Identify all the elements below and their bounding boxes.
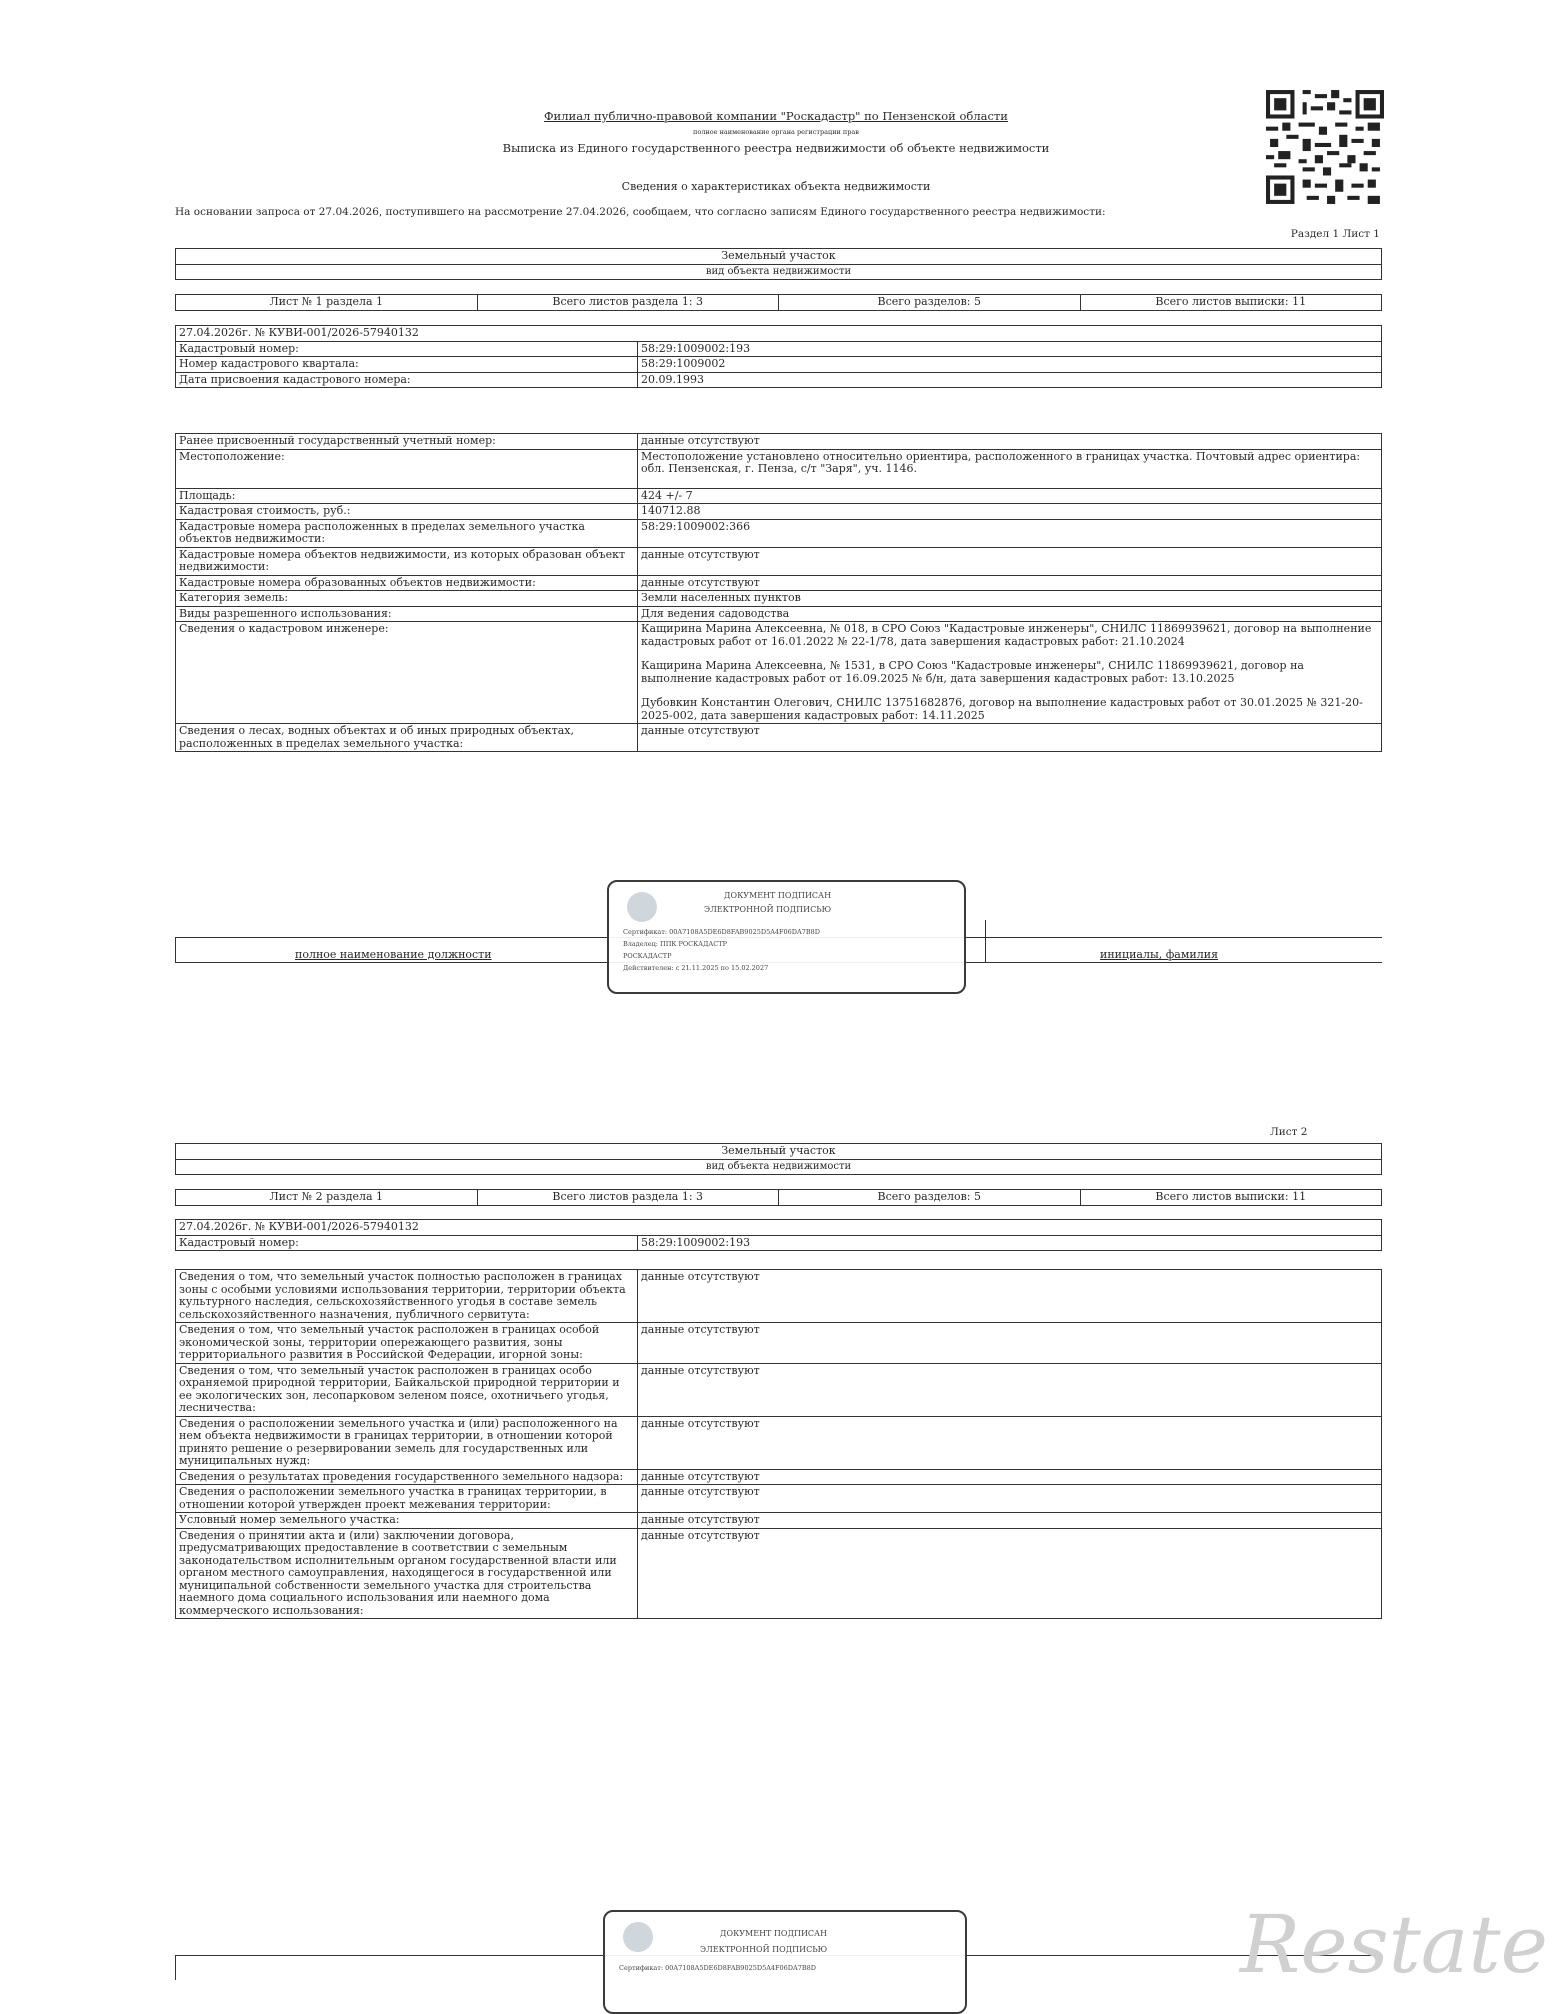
engineer-info <box>638 622 1382 724</box>
object-type-caption: вид объекта недвижимости <box>176 1159 1382 1175</box>
stamp-owner: Владелец: ППК РОСКАДАСТР <box>623 940 727 948</box>
stamp-certificate: Сертификат: 00A7108A5DE6D8FAB9025D5A4F06DA7B8D <box>619 1964 816 1972</box>
table-row <box>176 449 1382 488</box>
roskadastr-logo-icon <box>623 1922 653 1952</box>
restrictions-table <box>175 1269 1382 1619</box>
ident-value: 58:29:1009002:193 <box>638 341 1382 357</box>
row-value: данные отсутствуют <box>638 1513 1382 1529</box>
object-type: Земельный участок <box>176 1144 1382 1160</box>
row-value: данные отсутствуют <box>638 547 1382 575</box>
table-row <box>176 622 1382 724</box>
object-type-table <box>175 248 1382 280</box>
sheet-info-table-2 <box>175 1189 1382 1206</box>
object-type-table-2 <box>175 1143 1382 1175</box>
sheet-number: Лист № 2 раздела 1 <box>176 1190 478 1206</box>
table-row <box>176 1485 1382 1513</box>
e-signature-stamp-2 <box>603 1910 967 2014</box>
table-row <box>176 519 1382 547</box>
object-type: Земельный участок <box>176 249 1382 265</box>
table-row <box>176 591 1382 607</box>
characteristics-table <box>175 433 1382 752</box>
ident-label: Кадастровый номер: <box>176 1235 638 1251</box>
section-title: Сведения о характеристиках объекта недвижимости <box>621 180 931 193</box>
sheets-total: Всего листов выписки: 11 <box>1080 295 1382 311</box>
row-label: Кадастровые номера образованных объектов недвижимости: <box>176 575 638 591</box>
row-label: Местоположение: <box>176 449 638 488</box>
row-value: 58:29:1009002:366 <box>638 519 1382 547</box>
row-label: Сведения о том, что земельный участок расположен в границах особой экономической зоны, территории опережающего развития, зоны территориального развития в Российской Федерации, игорной зоны: <box>176 1323 638 1364</box>
ident-value: 20.09.1993 <box>638 372 1382 388</box>
engineer-entry: Кащирина Марина Алексеевна, № 018, в СРО Союз "Кадастровые инженеры", СНИЛС 11869939621, договор на выполнение кадастровых работ от 16.01.2022 № 22-1/78, дата завершения кадастровых работ: 21.10.2024 <box>641 622 1372 648</box>
row-label: Сведения о принятии акта и (или) заключении договора, предусматривающих предоставление в соответствии с земельным законодательством исполнительным органом государственной власти или органом местного самоуправления, находящегося в государственной или муниципальной собственности земельного участка для строительства наемного дома социального использования или наемного дома коммерческого использования: <box>176 1528 638 1619</box>
row-value: данные отсутствуют <box>638 1469 1382 1485</box>
signature-divider <box>985 920 986 962</box>
row-value: 424 +/- 7 <box>638 488 1382 504</box>
table-row <box>176 434 1382 450</box>
row-value: Для ведения садоводства <box>638 606 1382 622</box>
table-row <box>176 1270 1382 1323</box>
object-type-caption: вид объекта недвижимости <box>176 264 1382 280</box>
ident-label: Кадастровый номер: <box>176 341 638 357</box>
row-label: Сведения о том, что земельный участок полностью расположен в границах зоны с особыми условиями использования территории, территории объекта культурного наследия, сельскохозяйственного угодья в составе земель сельскохозяйственного назначения, публичного сервитута: <box>176 1270 638 1323</box>
row-label: Сведения о расположении земельного участка и (или) расположенного на нем объекта недвижимости в границах территории, в отношении которой принято решение о резервировании земель для государственных или муниципальных нужд: <box>176 1416 638 1469</box>
stamp-validity: Действителен: с 21.11.2025 по 15.02.2027 <box>623 964 769 972</box>
row-value: 140712.88 <box>638 504 1382 520</box>
row-value: Местоположение установлено относительно ориентира, расположенного в границах участка. Почтовый адрес ориентира: обл. Пензенская, г. Пенза, с/т "Заря", уч. 1146. <box>638 449 1382 488</box>
org-name-caption: полное наименование органа регистрации прав <box>693 128 859 136</box>
table-row <box>176 1323 1382 1364</box>
ident-value: 58:29:1009002:193 <box>638 1235 1382 1251</box>
signature-divider <box>175 937 176 962</box>
row-label: Условный номер земельного участка: <box>176 1513 638 1529</box>
row-label: Сведения о результатах проведения государственного земельного надзора: <box>176 1469 638 1485</box>
statement-number: 27.04.2026г. № КУВИ-001/2026-57940132 <box>176 326 1382 342</box>
row-label: Кадастровые номера объектов недвижимости, из которых образован объект недвижимости: <box>176 547 638 575</box>
table-row <box>176 1528 1382 1619</box>
sheet-number: Лист № 1 раздела 1 <box>176 295 478 311</box>
row-value: данные отсутствуют <box>638 1485 1382 1513</box>
row-label: Кадастровые номера расположенных в пределах земельного участка объектов недвижимости: <box>176 519 638 547</box>
row-value: данные отсутствуют <box>638 1363 1382 1416</box>
request-basis: На основании запроса от 27.04.2026, поступившего на рассмотрение 27.04.2026, сообщаем, что согласно записям Единого государственного реестра недвижимости: <box>175 206 1106 218</box>
restate-watermark: Restate <box>1240 1898 1548 1991</box>
e-signature-stamp <box>607 880 966 994</box>
stamp-title: ДОКУМЕНТ ПОДПИСАН <box>720 1929 828 1938</box>
table-row <box>176 575 1382 591</box>
table-row <box>176 1513 1382 1529</box>
row-value: данные отсутствуют <box>638 724 1382 752</box>
table-row <box>176 547 1382 575</box>
engineer-entry: Дубовкин Константин Олегович, СНИЛС 13751682876, договор на выполнение кадастровых работ от 30.01.2025 № 321-20-2025-002, дата завершения кадастровых работ: 14.11.2025 <box>641 696 1363 722</box>
sections-total: Всего разделов: 5 <box>779 1190 1081 1206</box>
ident-label: Дата присвоения кадастрового номера: <box>176 372 638 388</box>
sheets-total: Всего листов выписки: 11 <box>1080 1190 1382 1206</box>
document-title: Выписка из Единого государственного реестра недвижимости об объекте недвижимости <box>502 141 1050 155</box>
ident-table <box>175 325 1382 388</box>
sections-total: Всего разделов: 5 <box>779 295 1081 311</box>
row-label: Категория земель: <box>176 591 638 607</box>
table-row <box>176 1469 1382 1485</box>
sheet-info-table <box>175 294 1382 311</box>
table-row <box>176 1363 1382 1416</box>
stamp-certificate: Сертификат: 00A7108A5DE6D8FAB9025D5A4F06DA7B8D <box>623 928 820 936</box>
sheet-total-section: Всего листов раздела 1: 3 <box>477 1190 779 1206</box>
sheet-total-section: Всего листов раздела 1: 3 <box>477 295 779 311</box>
engineer-entry: Кащирина Марина Алексеевна, № 1531, в СРО Союз "Кадастровые инженеры", СНИЛС 11869939621, договор на выполнение кадастровых работ от 16.09.2025 № б/н, дата завершения кадастровых работ: 13.10.2025 <box>641 659 1304 685</box>
ident-table-2 <box>175 1219 1382 1251</box>
statement-number: 27.04.2026г. № КУВИ-001/2026-57940132 <box>176 1220 1382 1236</box>
table-row <box>176 488 1382 504</box>
position-caption: полное наименование должности <box>295 948 492 961</box>
ident-label: Номер кадастрового квартала: <box>176 357 638 373</box>
row-label: Сведения о том, что земельный участок расположен в границах особо охраняемой природной территории, Байкальской природной территории и ее экологических зон, лесопарковом зеленом поясе, охотничьего угодья, лесничества: <box>176 1363 638 1416</box>
roskadastr-logo-icon <box>627 892 657 922</box>
stamp-org: РОСКАДАСТР <box>623 952 672 960</box>
row-label: Ранее присвоенный государственный учетный номер: <box>176 434 638 450</box>
table-row <box>176 1416 1382 1469</box>
row-value: данные отсутствуют <box>638 434 1382 450</box>
row-value: данные отсутствуют <box>638 1416 1382 1469</box>
ident-value: 58:29:1009002 <box>638 357 1382 373</box>
row-label: Сведения о кадастровом инженере: <box>176 622 638 724</box>
org-name: Филиал публично-правовой компании "Роскадастр" по Пензенской области <box>544 109 1008 123</box>
sheet-2-label: Лист 2 <box>1270 1126 1308 1138</box>
row-value: данные отсутствуют <box>638 1270 1382 1323</box>
stamp-subtitle: ЭЛЕКТРОННОЙ ПОДПИСЬЮ <box>700 1945 828 1954</box>
row-label: Площадь: <box>176 488 638 504</box>
signature-divider <box>175 1955 176 1980</box>
stamp-title: ДОКУМЕНТ ПОДПИСАН <box>724 891 832 900</box>
row-label: Виды разрешенного использования: <box>176 606 638 622</box>
table-row <box>176 724 1382 752</box>
row-label: Кадастровая стоимость, руб.: <box>176 504 638 520</box>
row-value: данные отсутствуют <box>638 575 1382 591</box>
section-sheet-label: Раздел 1 Лист 1 <box>1290 228 1380 240</box>
row-value: данные отсутствуют <box>638 1528 1382 1619</box>
row-value: данные отсутствуют <box>638 1323 1382 1364</box>
stamp-subtitle: ЭЛЕКТРОННОЙ ПОДПИСЬЮ <box>704 905 832 914</box>
row-label: Сведения о лесах, водных объектах и об иных природных объектах, расположенных в пределах земельного участка: <box>176 724 638 752</box>
row-label: Сведения о расположении земельного участка в границах территории, в отношении которой утвержден проект межевания территории: <box>176 1485 638 1513</box>
row-value: Земли населенных пунктов <box>638 591 1382 607</box>
table-row <box>176 504 1382 520</box>
name-caption: инициалы, фамилия <box>1100 948 1219 961</box>
table-row <box>176 606 1382 622</box>
